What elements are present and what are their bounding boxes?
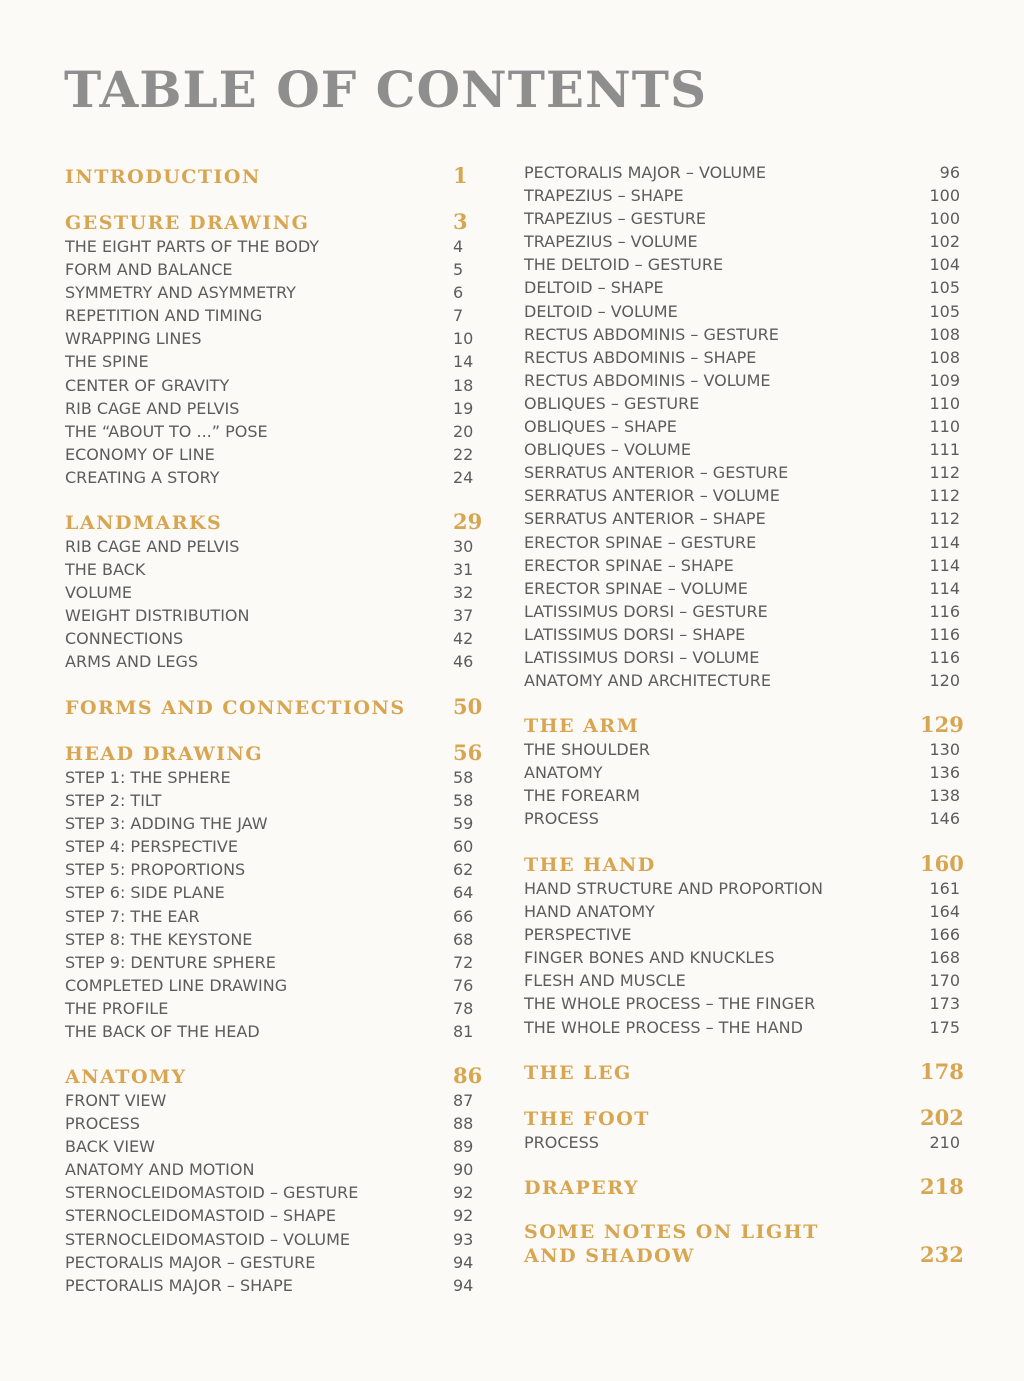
entry-title: SERRATUS ANTERIOR – GESTURE [524,463,789,483]
entry-title: DELTOID – SHAPE [524,278,664,298]
entry-page-number: 92 [453,1206,474,1226]
entry-page-number: 24 [453,467,474,487]
toc-entry[interactable] [65,420,485,443]
toc-entry[interactable] [65,858,485,881]
entry-page-number: 92 [453,1183,474,1203]
entry-title: CREATING A STORY [65,467,220,487]
toc-entry[interactable] [65,304,485,327]
entry-page-number: 112 [929,463,960,483]
toc-entry[interactable] [65,350,485,373]
section-page-number: 160 [920,851,964,876]
entry-title: ECONOMY OF LINE [65,444,215,464]
entry-title: THE PROFILE [65,998,169,1018]
toc-entry[interactable] [524,646,960,669]
entry-page-number: 58 [453,791,474,811]
entry-page-number: 130 [929,740,960,759]
toc-entry[interactable] [65,881,485,904]
toc-section [524,1105,964,1154]
toc-section-heading[interactable] [524,1105,964,1131]
entry-title: FORM AND BALANCE [65,260,233,280]
section-title: THE FOOT [524,1108,650,1130]
section-page-number: 218 [920,1174,964,1199]
entry-title: PROCESS [524,1133,599,1152]
entry-page-number: 112 [929,509,960,529]
toc-entry[interactable] [65,766,485,789]
section-title: SOME NOTES ON LIGHT AND SHADOW [524,1221,819,1267]
entry-page-number: 164 [929,902,960,922]
entry-title: SERRATUS ANTERIOR – VOLUME [524,486,780,506]
entry-page-number: 94 [453,1252,474,1272]
entry-page-number: 168 [929,948,960,968]
entry-title: FLESH AND MUSCLE [524,971,686,991]
entry-page-number: 114 [929,578,960,598]
entry-page-number: 19 [453,398,474,418]
entry-page-number: 58 [453,768,474,787]
section-page-number: 29 [453,509,483,534]
toc-entry[interactable] [65,1181,485,1204]
toc-section-heading[interactable] [524,851,964,877]
entry-title: STEP 3: ADDING THE JAW [65,814,268,834]
entry-title: SERRATUS ANTERIOR – SHAPE [524,509,766,529]
entry-page-number: 4 [453,237,464,256]
entry-title: TRAPEZIUS – SHAPE [524,186,684,206]
entry-title: THE EIGHT PARTS OF THE BODY [65,237,320,256]
entry-title: VOLUME [65,583,132,603]
entry-page-number: 110 [929,393,960,413]
toc-section-heading[interactable] [524,712,964,738]
entry-title: OBLIQUES – GESTURE [524,393,700,413]
toc-entry[interactable] [524,923,960,946]
entry-page-number: 7 [453,306,464,326]
toc-entry[interactable] [65,905,485,928]
toc-section [65,1063,485,1297]
toc-entry[interactable] [524,877,960,900]
toc-section [65,694,485,720]
toc-entry[interactable] [65,535,485,558]
toc-section-heading[interactable] [65,1063,485,1089]
toc-entry[interactable] [524,623,960,646]
entry-title: OBLIQUES – VOLUME [524,440,691,460]
entry-page-number: 100 [929,186,960,206]
toc-section [65,209,485,489]
entry-title: DELTOID – VOLUME [524,301,678,321]
entry-page-number: 146 [929,809,960,829]
toc-entry[interactable] [524,461,960,484]
toc-entry[interactable] [524,276,960,299]
entry-title: SYMMETRY AND ASYMMETRY [65,283,296,303]
entry-title: HAND ANATOMY [524,902,655,922]
entry-page-number: 111 [929,440,960,460]
entry-title: THE FOREARM [524,786,640,806]
entry-title: THE BACK [65,560,146,580]
entry-page-number: 173 [929,994,960,1014]
toc-entry[interactable] [524,900,960,923]
toc-section-heading[interactable] [524,1059,964,1085]
entry-title: STERNOCLEIDOMASTOID – GESTURE [65,1183,359,1203]
entry-title: STEP 5: PROPORTIONS [65,860,246,880]
section-title: LANDMARKS [65,512,223,534]
entry-page-number: 66 [453,906,474,926]
entry-title: RIB CAGE AND PELVIS [65,398,240,418]
toc-entry[interactable] [524,531,960,554]
entry-title: THE WHOLE PROCESS – THE FINGER [524,994,816,1014]
entry-page-number: 76 [453,975,474,995]
toc-section [524,1174,964,1200]
toc-entry[interactable] [524,807,960,830]
toc-section [524,712,964,830]
entry-page-number: 81 [453,1022,474,1042]
entry-page-number: 37 [453,606,474,626]
section-title: ANATOMY [65,1066,187,1088]
toc-entry[interactable] [65,951,485,974]
toc-section [524,1220,964,1268]
toc-entry[interactable] [524,600,960,623]
toc-entry[interactable] [524,946,960,969]
section-page-number: 232 [920,1242,964,1267]
toc-entry[interactable] [65,1135,485,1158]
toc-entry[interactable] [524,669,960,692]
entry-title: WRAPPING LINES [65,329,202,349]
toc-section-heading[interactable] [65,209,485,235]
entry-page-number: 116 [929,601,960,621]
toc-entry[interactable] [65,789,485,812]
entry-page-number: 20 [453,421,474,441]
toc-entry[interactable] [65,258,485,281]
entry-title: STEP 4: PERSPECTIVE [65,837,238,857]
entry-title: COMPLETED LINE DRAWING [65,975,288,995]
toc-entry[interactable] [65,928,485,951]
entry-title: PECTORALIS MAJOR – VOLUME [524,163,766,182]
entry-page-number: 114 [929,532,960,552]
toc-entry[interactable] [524,415,960,438]
toc-section-heading[interactable] [65,163,485,189]
section-title: FORMS AND CONNECTIONS [65,697,406,719]
toc-entry[interactable] [524,438,960,461]
toc-section [524,1059,964,1085]
toc-section-heading[interactable] [524,1174,964,1200]
section-title: INTRODUCTION [65,166,261,188]
entry-page-number: 96 [939,163,960,182]
entry-title: RECTUS ABDOMINIS – SHAPE [524,347,757,367]
entry-page-number: 105 [929,278,960,298]
toc-entry[interactable] [524,253,960,276]
entry-title: THE BACK OF THE HEAD [65,1022,260,1042]
entry-title: TRAPEZIUS – VOLUME [524,232,698,252]
toc-entry[interactable] [65,327,485,350]
entry-title: STEP 6: SIDE PLANE [65,883,225,903]
section-page-number: 1 [453,163,468,188]
entry-title: CONNECTIONS [65,629,184,649]
entry-title: LATISSIMUS DORSI – VOLUME [524,647,760,667]
section-title: THE LEG [524,1062,632,1084]
toc-entry[interactable] [524,992,960,1015]
section-title: DRAPERY [524,1177,640,1199]
entry-page-number: 175 [929,1017,960,1037]
entry-title: FINGER BONES AND KNUCKLES [524,948,775,968]
entry-title: TRAPEZIUS – GESTURE [524,209,707,229]
toc-entry[interactable] [65,443,485,466]
toc-entry[interactable] [524,969,960,992]
entry-title: WEIGHT DISTRIBUTION [65,606,250,626]
entry-page-number: 46 [453,652,474,672]
entry-page-number: 30 [453,537,474,556]
toc-section [65,740,485,1043]
toc-entry[interactable] [524,507,960,530]
entry-title: THE WHOLE PROCESS – THE HAND [524,1017,803,1037]
entry-page-number: 93 [453,1229,474,1249]
entry-title: RECTUS ABDOMINIS – VOLUME [524,370,771,390]
toc-entry[interactable] [524,1016,960,1039]
entry-title: FRONT VIEW [65,1091,167,1110]
toc-entry[interactable] [65,627,485,650]
entry-page-number: 110 [929,417,960,437]
toc-entry[interactable] [65,835,485,858]
entry-page-number: 166 [929,925,960,945]
toc-entry[interactable] [65,1228,485,1251]
toc-entry[interactable] [65,1158,485,1181]
toc-section [524,851,964,1039]
toc-section [65,509,485,674]
entry-title: THE SPINE [65,352,149,372]
toc-section-heading[interactable] [65,740,485,766]
entry-title: LATISSIMUS DORSI – GESTURE [524,601,768,621]
toc-entry[interactable] [65,604,485,627]
section-title: HEAD DRAWING [65,743,264,765]
section-page-number: 178 [920,1059,964,1084]
entry-page-number: 42 [453,629,474,649]
toc-entry[interactable] [65,466,485,489]
toc-entry[interactable] [65,397,485,420]
entry-page-number: 116 [929,647,960,667]
entry-title: ANATOMY AND MOTION [65,1160,255,1180]
entry-page-number: 31 [453,560,474,580]
entry-page-number: 170 [929,971,960,991]
entry-page-number: 102 [929,232,960,252]
entry-page-number: 138 [929,786,960,806]
entry-page-number: 94 [453,1275,474,1295]
entry-title: THE SHOULDER [524,740,650,759]
toc-entry[interactable] [65,1274,485,1297]
toc-entry[interactable] [65,997,485,1020]
toc-entry[interactable] [65,374,485,397]
toc-entry[interactable] [65,1020,485,1043]
toc-entry[interactable] [524,346,960,369]
entry-page-number: 59 [453,814,474,834]
section-page-number: 86 [453,1063,483,1088]
entry-title: STERNOCLEIDOMASTOID – VOLUME [65,1229,351,1249]
entry-title: ARMS AND LEGS [65,652,199,672]
toc-entry[interactable] [524,369,960,392]
entry-title: PECTORALIS MAJOR – SHAPE [65,1275,293,1295]
toc-entry[interactable] [524,392,960,415]
entry-page-number: 109 [929,370,960,390]
toc-entry[interactable] [524,207,960,230]
entry-page-number: 78 [453,998,474,1018]
toc-entry[interactable] [65,1251,485,1274]
section-title: GESTURE DRAWING [65,212,310,234]
entry-title: STEP 1: THE SPHERE [65,768,231,787]
section-page-number: 129 [920,712,964,737]
toc-section-heading[interactable] [65,509,485,535]
toc-entry[interactable] [65,1112,485,1135]
toc-entry[interactable] [65,581,485,604]
toc-entry[interactable] [524,230,960,253]
entry-title: RECTUS ABDOMINIS – GESTURE [524,324,779,344]
entry-page-number: 6 [453,283,464,303]
entry-title: RIB CAGE AND PELVIS [65,537,240,556]
entry-title: ERECTOR SPINAE – SHAPE [524,555,734,575]
entry-page-number: 62 [453,860,474,880]
entry-page-number: 72 [453,952,474,972]
entry-title: ERECTOR SPINAE – GESTURE [524,532,757,552]
entry-page-number: 105 [929,301,960,321]
toc-entry[interactable] [65,1204,485,1227]
toc-entry[interactable] [524,484,960,507]
entry-title: STEP 7: THE EAR [65,906,200,926]
toc-entry[interactable] [524,577,960,600]
entry-title: THE DELTOID – GESTURE [524,255,724,275]
toc-entry[interactable] [524,300,960,323]
entry-page-number: 120 [929,671,960,691]
toc-entry[interactable] [524,738,960,761]
toc-section-heading[interactable] [65,694,485,720]
toc-entry[interactable] [65,650,485,673]
entry-title: ERECTOR SPINAE – VOLUME [524,578,748,598]
section-page-number: 3 [453,209,468,234]
entry-page-number: 104 [929,255,960,275]
entry-page-number: 116 [929,624,960,644]
toc-entry[interactable] [65,281,485,304]
entry-page-number: 5 [453,260,464,280]
entry-title: PERSPECTIVE [524,925,632,945]
section-page-number: 202 [920,1105,964,1130]
entry-title: REPETITION AND TIMING [65,306,263,326]
entry-title: STEP 9: DENTURE SPHERE [65,952,276,972]
toc-entry[interactable] [524,761,960,784]
toc-entry[interactable] [524,161,960,184]
toc-entry[interactable] [65,558,485,581]
entry-title: OBLIQUES – SHAPE [524,417,677,437]
entry-page-number: 161 [929,879,960,898]
toc-section [524,161,960,692]
entry-title: STERNOCLEIDOMASTOID – SHAPE [65,1206,336,1226]
entry-page-number: 90 [453,1160,474,1180]
toc-entry[interactable] [524,323,960,346]
toc-entry[interactable] [65,235,485,258]
entry-title: STEP 8: THE KEYSTONE [65,929,253,949]
entry-page-number: 60 [453,837,474,857]
entry-title: PROCESS [65,1114,140,1134]
entry-page-number: 14 [453,352,474,372]
entry-page-number: 32 [453,583,474,603]
entry-title: LATISSIMUS DORSI – SHAPE [524,624,746,644]
entry-title: PROCESS [524,809,599,829]
entry-page-number: 108 [929,324,960,344]
entry-page-number: 87 [453,1091,474,1110]
entry-page-number: 89 [453,1137,474,1157]
entry-page-number: 112 [929,486,960,506]
entry-page-number: 210 [929,1133,960,1152]
toc-entry[interactable] [524,1131,960,1154]
entry-title: PECTORALIS MAJOR – GESTURE [65,1252,316,1272]
entry-title: ANATOMY AND ARCHITECTURE [524,671,771,691]
toc-section [65,163,485,189]
toc-entry[interactable] [65,974,485,997]
entry-title: BACK VIEW [65,1137,155,1157]
entry-title: HAND STRUCTURE AND PROPORTION [524,879,824,898]
entry-page-number: 64 [453,883,474,903]
section-title: THE HAND [524,854,656,876]
entry-page-number: 68 [453,929,474,949]
section-page-number: 56 [453,740,483,765]
entry-page-number: 100 [929,209,960,229]
entry-page-number: 108 [929,347,960,367]
toc-entry[interactable] [65,1089,485,1112]
page-title: TABLE OF CONTENTS [64,60,708,119]
toc-section-heading[interactable] [524,1220,964,1268]
entry-title: THE “ABOUT TO ...” POSE [65,421,268,441]
entry-title: STEP 2: TILT [65,791,162,811]
entry-page-number: 136 [929,763,960,783]
toc-entry[interactable] [65,812,485,835]
entry-page-number: 88 [453,1114,474,1134]
entry-title: ANATOMY [524,763,603,783]
toc-entry[interactable] [524,784,960,807]
section-page-number: 50 [453,694,483,719]
toc-entry[interactable] [524,184,960,207]
entry-page-number: 114 [929,555,960,575]
entry-page-number: 10 [453,329,474,349]
section-title: THE ARM [524,715,640,737]
entry-page-number: 18 [453,375,474,395]
toc-entry[interactable] [524,554,960,577]
entry-page-number: 22 [453,444,474,464]
entry-title: CENTER OF GRAVITY [65,375,230,395]
